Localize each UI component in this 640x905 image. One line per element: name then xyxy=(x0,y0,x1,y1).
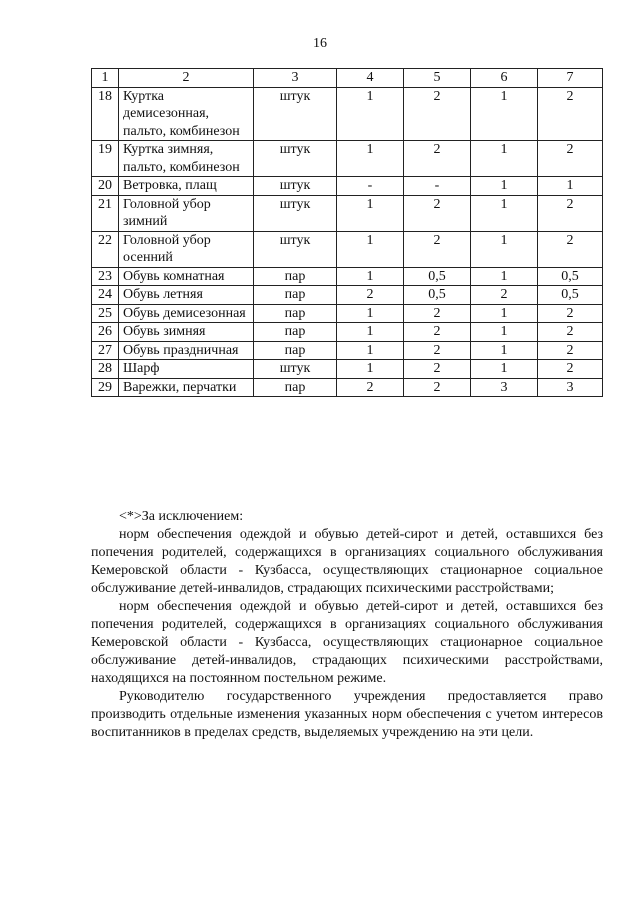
row-number: 26 xyxy=(92,323,119,342)
norm-col-5: 2 xyxy=(404,141,471,177)
row-number: 19 xyxy=(92,141,119,177)
norm-col-6: 1 xyxy=(471,304,538,323)
norm-col-7: 1 xyxy=(538,177,603,196)
row-number: 21 xyxy=(92,195,119,231)
norm-col-4: 1 xyxy=(337,195,404,231)
unit: штук xyxy=(254,360,337,379)
row-number: 22 xyxy=(92,231,119,267)
table-row xyxy=(92,141,603,177)
norms-table xyxy=(91,68,603,397)
norm-col-7: 2 xyxy=(538,323,603,342)
unit: штук xyxy=(254,87,337,141)
norm-col-6: 1 xyxy=(471,341,538,360)
norm-col-5: 2 xyxy=(404,378,471,397)
norm-col-6: 1 xyxy=(471,87,538,141)
item-name: Шарф xyxy=(119,360,254,379)
table-header xyxy=(92,69,603,88)
header-col-2: 2 xyxy=(119,69,254,88)
table-row xyxy=(92,195,603,231)
item-name: Головной убор зимний xyxy=(119,195,254,231)
norm-col-4: 1 xyxy=(337,141,404,177)
table-body xyxy=(92,87,603,397)
norm-col-5: 0,5 xyxy=(404,267,471,286)
unit: штук xyxy=(254,177,337,196)
unit: пар xyxy=(254,341,337,360)
item-name: Ветровка, плащ xyxy=(119,177,254,196)
unit: штук xyxy=(254,195,337,231)
table-row xyxy=(92,267,603,286)
table-row xyxy=(92,177,603,196)
norm-col-4: - xyxy=(337,177,404,196)
exception-paragraph-2: норм обеспечения одеждой и обувью детей-сирот и детей, оставшихся без попечения родителей, содержащихся в организациях социального обслуживания Кемеровской области - Кузбасса, осуществляющих стационарное социальное обслуживание детей-инвалидов, страдающих психическими расстройствами, находящихся на постоянном постельном режиме. xyxy=(91,599,603,686)
norm-col-6: 1 xyxy=(471,231,538,267)
norm-col-7: 3 xyxy=(538,378,603,397)
table-row xyxy=(92,286,603,305)
unit: пар xyxy=(254,323,337,342)
norm-col-7: 2 xyxy=(538,87,603,141)
norm-col-4: 1 xyxy=(337,360,404,379)
norm-col-5: - xyxy=(404,177,471,196)
item-name: Обувь комнатная xyxy=(119,267,254,286)
norm-col-6: 1 xyxy=(471,177,538,196)
row-number: 25 xyxy=(92,304,119,323)
norm-col-6: 1 xyxy=(471,323,538,342)
notes-section xyxy=(91,508,603,742)
header-col-3: 3 xyxy=(254,69,337,88)
norm-col-7: 2 xyxy=(538,360,603,379)
director-rights-paragraph: Руководителю государственного учреждения предоставляется право производить отдельные изменения указанных норм обеспечения с учетом интересов воспитанников в пределах средств, выделяемых учреждению на эти цели. xyxy=(91,689,603,740)
unit: штук xyxy=(254,141,337,177)
row-number: 23 xyxy=(92,267,119,286)
item-name: Обувь летняя xyxy=(119,286,254,305)
unit: пар xyxy=(254,286,337,305)
exception-paragraph-1: норм обеспечения одеждой и обувью детей-сирот и детей, оставшихся без попечения родителей, содержащихся в организациях социального обслуживания Кемеровской области - Кузбасса, осуществляющих стационарное социальное обслуживание детей-инвалидов, страдающих психическими расстройствами; xyxy=(91,527,603,596)
norm-col-5: 2 xyxy=(404,231,471,267)
item-name: Головной убор осенний xyxy=(119,231,254,267)
header-col-4: 4 xyxy=(337,69,404,88)
norm-col-7: 2 xyxy=(538,341,603,360)
unit: пар xyxy=(254,267,337,286)
row-number: 28 xyxy=(92,360,119,379)
row-number: 20 xyxy=(92,177,119,196)
norm-col-7: 0,5 xyxy=(538,286,603,305)
norm-col-4: 2 xyxy=(337,286,404,305)
norm-col-4: 1 xyxy=(337,87,404,141)
norm-col-5: 2 xyxy=(404,323,471,342)
norm-col-6: 3 xyxy=(471,378,538,397)
item-name: Куртка демисезонная, пальто, комбинезон xyxy=(119,87,254,141)
norm-col-5: 2 xyxy=(404,304,471,323)
page-number: 16 xyxy=(313,36,327,51)
row-number: 29 xyxy=(92,378,119,397)
item-name: Обувь демисезонная xyxy=(119,304,254,323)
header-col-1: 1 xyxy=(92,69,119,88)
norm-col-4: 1 xyxy=(337,304,404,323)
header-col-5: 5 xyxy=(404,69,471,88)
table-row xyxy=(92,360,603,379)
norm-col-5: 0,5 xyxy=(404,286,471,305)
norm-col-6: 1 xyxy=(471,195,538,231)
norm-col-4: 1 xyxy=(337,231,404,267)
unit: пар xyxy=(254,304,337,323)
norm-col-5: 2 xyxy=(404,195,471,231)
unit: пар xyxy=(254,378,337,397)
table-row xyxy=(92,378,603,397)
norm-col-7: 2 xyxy=(538,231,603,267)
row-number: 18 xyxy=(92,87,119,141)
norm-col-4: 1 xyxy=(337,267,404,286)
row-number: 27 xyxy=(92,341,119,360)
item-name: Куртка зимняя, пальто, комбинезон xyxy=(119,141,254,177)
header-col-6: 6 xyxy=(471,69,538,88)
norm-col-6: 1 xyxy=(471,267,538,286)
norm-col-7: 2 xyxy=(538,195,603,231)
norm-col-7: 2 xyxy=(538,141,603,177)
item-name: Обувь зимняя xyxy=(119,323,254,342)
norm-col-4: 1 xyxy=(337,323,404,342)
unit: штук xyxy=(254,231,337,267)
header-col-7: 7 xyxy=(538,69,603,88)
norm-col-4: 1 xyxy=(337,341,404,360)
table-row xyxy=(92,341,603,360)
norm-col-6: 1 xyxy=(471,360,538,379)
table-row xyxy=(92,231,603,267)
table-row xyxy=(92,87,603,141)
norm-col-6: 1 xyxy=(471,141,538,177)
table-row xyxy=(92,304,603,323)
norm-col-5: 2 xyxy=(404,360,471,379)
row-number: 24 xyxy=(92,286,119,305)
norm-col-5: 2 xyxy=(404,341,471,360)
item-name: Обувь праздничная xyxy=(119,341,254,360)
table-row xyxy=(92,323,603,342)
norm-col-7: 2 xyxy=(538,304,603,323)
norm-col-7: 0,5 xyxy=(538,267,603,286)
item-name: Варежки, перчатки xyxy=(119,378,254,397)
table-header-row xyxy=(92,69,603,88)
footnote-intro: <*>За исключением: xyxy=(119,509,244,524)
norm-col-4: 2 xyxy=(337,378,404,397)
norm-col-5: 2 xyxy=(404,87,471,141)
norm-col-6: 2 xyxy=(471,286,538,305)
